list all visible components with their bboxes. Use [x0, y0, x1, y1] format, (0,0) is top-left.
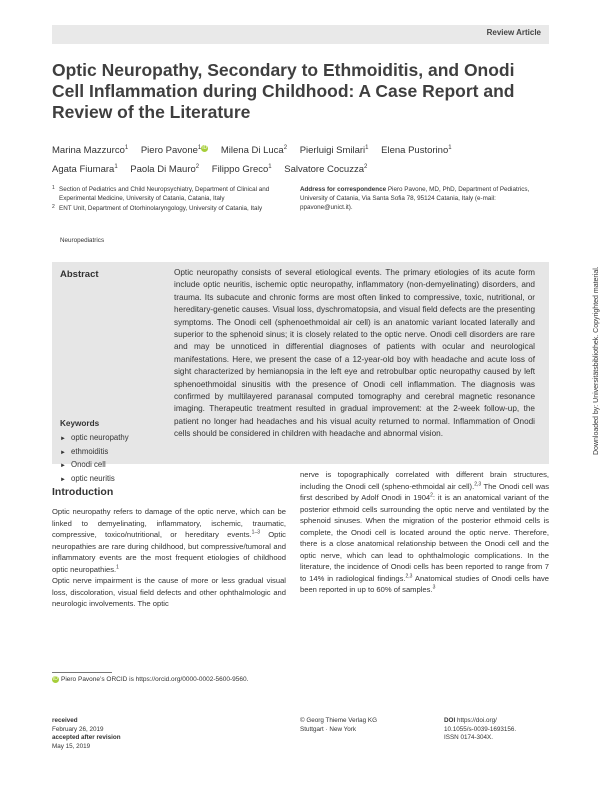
article-type: Review Article [486, 28, 541, 37]
publication-info: DOI https://doi.org/ 10.1055/s-0039-1693156. ISSN 0174-304X. [444, 717, 517, 741]
triangle-bullet-icon: ► [60, 476, 66, 483]
author: Agata Fiumara$^1$ [52, 164, 118, 176]
footnote-divider [52, 672, 112, 673]
keyword-item: ► optic neuritis [60, 473, 129, 487]
doi-value[interactable]: 10.1055/s-0039-1693156. [444, 725, 517, 733]
author-list [52, 140, 522, 178]
paragraph: Optic nerve impairment is the cause of more or less gradual visual loss, discoloration, visual field defects and other ophthalmologic and neurologic involvements. The optic [52, 576, 286, 608]
abstract-heading: Abstract [60, 269, 99, 280]
author: Pierluigi Smilari$^1$ [299, 145, 369, 157]
author: Salvatore Cocuzza$^2$ [284, 164, 368, 176]
body-column-right [300, 469, 549, 596]
paragraph: nerve is topographically correlated with different brain structures, including the Onodi cell (spheno-ethmoidal air cell).$^{2,3}$ The Onodi cell was first described by Adolf Onodi in 1904$^2$: it is an anatomical variant of the posterior ethmoid cells surrounding the optic nerve and ventilated by the sphenoid sinuses. When the migration of the posterior ethmoid cells is complete, the Onodi cell is located around the optic nerve. Therefore, there is a close anatomical relationship between the Onodi cell and the optic nerve, which can lead to ophthalmologic complications. In the literature, the incidence of Onodi cells has been reported to range from 7 to 14% in radiological findings.$^{2,3}$ Anatomical studies of Onodi cells have been reported in up to 60% of samples.$^3$ [300, 470, 549, 594]
keyword-item: ► Onodi cell [60, 459, 129, 473]
correspondence: Address for correspondence Piero Pavone, MD, PhD, Department of Pediatrics, University of Catania, Via Santa Sofia 78, 95124 Catania, Italy (e-mail: ppavone@unict.it). [300, 186, 530, 211]
abstract-text: Optic neuropathy consists of several etiological events. The primary etiologies of its acute form include optic neuritis, ischemic optic neuropathy, inflammatory (non-demyelinating) disorders, and trauma. Its subacute and chronic forms are most often linked to compressive, toxic, nutritional, or hereditary-genetic causes. Visual loss, dyschromatopsia, and visual field defects are the presenting symptoms. The Onodi cell (sphenoethmoidal air cell) is an anatomic variant located laterally and superior to the sphenoid sinus; it is closely related to the optic nerve. Onodi cell disorders are rare and may be unnoticed in differential diagnoses of patients with ocular and neurological manifestations. Here, we present the case of a 12-year-old boy with headache and acute loss of sight characterized by hemianopsia in the left eye and retrobulbar optic neuropathy caused by left sphenoethmoidal sinusitis with the presence of Onodi cell inflammation. The diagnosis was confirmed by multilayered paranasal computed tomography and cerebral magnetic resonance imaging. Therapeutic treatment resulted in gradual improvement: at the 2-week follow-up, the patient no longer had headaches and his visual acuity returned to normal. Inflammation of Onodi cells should be considered in children with headache and abnormal vision. [174, 268, 535, 439]
keywords-heading: Keywords [60, 419, 100, 428]
doi-link[interactable]: https://doi.org/ [456, 717, 497, 724]
affiliation: 2 ENT Unit, Department of Otorhinolaryngology, University of Catania, Italy [52, 204, 263, 212]
abstract-box [52, 262, 549, 483]
keyword-item: ► optic neuropathy [60, 432, 129, 446]
triangle-bullet-icon: ► [60, 436, 66, 442]
keyword-item: ► ethmoiditis [60, 446, 129, 460]
affiliations [52, 185, 274, 214]
paragraph: Optic neuropathy refers to damage of the optic nerve, which can be linked to demyelinating, inflammatory, ischemic, traumatic, compressive, toxico/nutritional, or hereditary events.$^{1-3}$ Optic neuropathies are rare during childhood, but compressive/tumoral and inflammatory events are the most frequent etiologies of childhood optic neuropathies.$^1$ [52, 507, 286, 574]
body-column-left [52, 506, 286, 610]
introduction-heading: Introduction [52, 486, 114, 498]
copyright: © Georg Thieme Verlag KG Stuttgart · New York [300, 717, 377, 733]
keyword-list [60, 432, 129, 486]
article-title: Optic Neuropathy, Secondary to Ethmoiditis, and Onodi Cell Inflammation during Childhood: A Case Report and Review of the Literature [52, 60, 515, 122]
author: Paola Di Mauro$^2$ [130, 164, 200, 176]
orcid-footnote: iD Piero Pavone’s ORCID is https://orcid.org/0000-0002-5600-9560. [53, 676, 249, 684]
download-watermark: Downloaded by: Universitätsbibliothek. Copyrighted material. [593, 266, 600, 455]
header-bar [52, 25, 549, 44]
orcid-icon: iD [53, 676, 58, 682]
author: Elena Pustorino$^1$ [381, 145, 452, 157]
author: Marina Mazzurco$^1$ [52, 145, 129, 157]
journal-name: Neuropediatrics [60, 237, 105, 244]
author: Filippo Greco$^1$ [211, 164, 272, 176]
author: Piero Pavone$^1$iD [140, 145, 208, 157]
triangle-bullet-icon: ► [60, 463, 66, 469]
orcid-icon[interactable]: iD [202, 145, 208, 151]
author: Milena Di Luca$^2$ [220, 145, 288, 157]
issn: ISSN 0174-304X. [444, 734, 494, 741]
triangle-bullet-icon: ► [60, 449, 66, 456]
article-dates: received February 26, 2019 accepted after revision May 15, 2019 [52, 717, 121, 750]
affiliation: 1 Section of Pediatrics and Child Neuropsychiatry, Department of Clinical and Experimental Medicine, University of Catania, Catania, Italy [52, 185, 270, 202]
